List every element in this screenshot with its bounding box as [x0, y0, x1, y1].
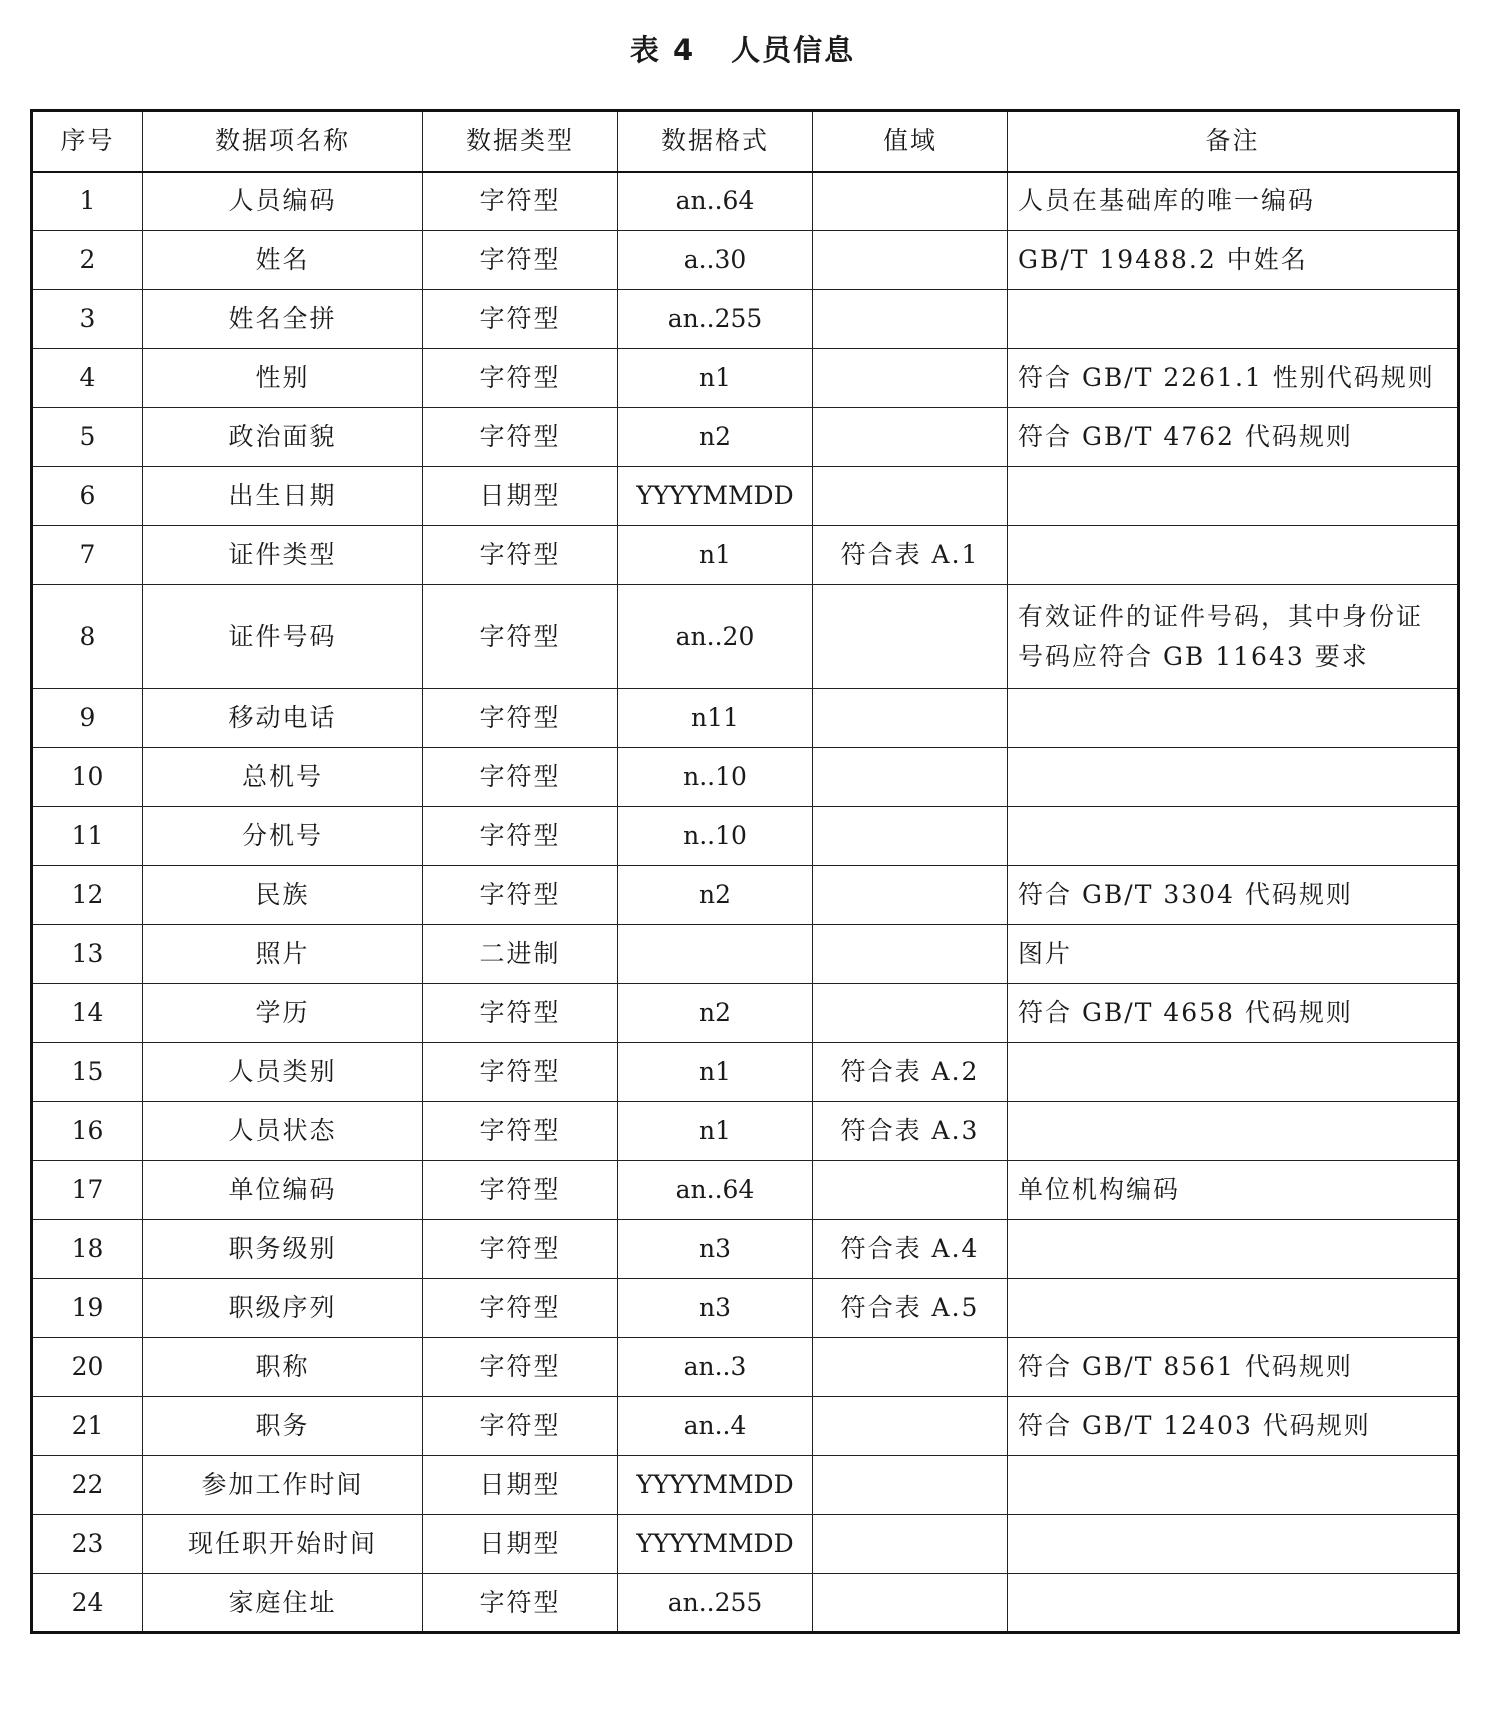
cell-data-type: 字符型 [423, 172, 618, 231]
cell-data-format: an..4 [618, 1397, 813, 1456]
cell-remarks [1008, 807, 1459, 866]
cell-value-domain [813, 984, 1008, 1043]
cell-remarks [1008, 1043, 1459, 1102]
cell-value-domain [813, 866, 1008, 925]
cell-seq: 12 [32, 866, 143, 925]
cell-item-name: 人员类别 [143, 1043, 423, 1102]
cell-value-domain [813, 1338, 1008, 1397]
cell-seq: 1 [32, 172, 143, 231]
cell-value-domain [813, 467, 1008, 526]
table-header [32, 111, 1459, 172]
cell-remarks: 图片 [1008, 925, 1459, 984]
table-caption-title: 人员信息 [731, 33, 856, 67]
table-row [32, 689, 1459, 748]
cell-item-name: 移动电话 [143, 689, 423, 748]
cell-remarks: GB/T 19488.2 中姓名 [1008, 231, 1459, 290]
cell-value-domain: 符合表 A.4 [813, 1220, 1008, 1279]
header-row [32, 111, 1459, 172]
table-row [32, 1456, 1459, 1515]
cell-item-name: 总机号 [143, 748, 423, 807]
cell-value-domain [813, 807, 1008, 866]
table-row [32, 1220, 1459, 1279]
cell-seq: 24 [32, 1574, 143, 1633]
cell-item-name: 证件号码 [143, 585, 423, 689]
cell-value-domain [813, 1456, 1008, 1515]
cell-remarks [1008, 290, 1459, 349]
cell-item-name: 单位编码 [143, 1161, 423, 1220]
table-row [32, 984, 1459, 1043]
table-row [32, 231, 1459, 290]
cell-value-domain: 符合表 A.2 [813, 1043, 1008, 1102]
cell-data-type: 字符型 [423, 807, 618, 866]
cell-item-name: 职级序列 [143, 1279, 423, 1338]
cell-item-name: 分机号 [143, 807, 423, 866]
table-row [32, 925, 1459, 984]
cell-data-type: 字符型 [423, 231, 618, 290]
cell-value-domain [813, 408, 1008, 467]
cell-item-name: 人员状态 [143, 1102, 423, 1161]
cell-data-type: 二进制 [423, 925, 618, 984]
cell-data-format [618, 925, 813, 984]
header-item-name: 数据项名称 [143, 111, 423, 172]
cell-remarks [1008, 1456, 1459, 1515]
table-row [32, 585, 1459, 689]
table-row [32, 467, 1459, 526]
cell-value-domain [813, 1397, 1008, 1456]
cell-item-name: 照片 [143, 925, 423, 984]
cell-data-type: 日期型 [423, 467, 618, 526]
cell-data-format: n1 [618, 526, 813, 585]
cell-remarks: 符合 GB/T 12403 代码规则 [1008, 1397, 1459, 1456]
table-caption-number: 表 4 [629, 33, 696, 67]
cell-remarks: 符合 GB/T 8561 代码规则 [1008, 1338, 1459, 1397]
cell-data-format: YYYYMMDD [618, 1515, 813, 1574]
cell-data-format: an..255 [618, 290, 813, 349]
cell-value-domain [813, 1161, 1008, 1220]
cell-data-format: n2 [618, 408, 813, 467]
cell-item-name: 性别 [143, 349, 423, 408]
cell-remarks [1008, 467, 1459, 526]
cell-data-format: n1 [618, 1043, 813, 1102]
cell-remarks [1008, 1102, 1459, 1161]
cell-item-name: 职务级别 [143, 1220, 423, 1279]
cell-data-format: n..10 [618, 807, 813, 866]
cell-data-format: n3 [618, 1279, 813, 1338]
cell-remarks [1008, 1574, 1459, 1633]
cell-data-format: an..3 [618, 1338, 813, 1397]
personnel-info-table [30, 109, 1460, 1634]
cell-data-format: YYYYMMDD [618, 467, 813, 526]
header-remarks: 备注 [1008, 111, 1459, 172]
cell-value-domain: 符合表 A.1 [813, 526, 1008, 585]
cell-data-type: 字符型 [423, 689, 618, 748]
cell-value-domain: 符合表 A.3 [813, 1102, 1008, 1161]
cell-item-name: 职务 [143, 1397, 423, 1456]
cell-value-domain [813, 349, 1008, 408]
table-row [32, 290, 1459, 349]
cell-remarks [1008, 1220, 1459, 1279]
cell-data-format: n..10 [618, 748, 813, 807]
table-row [32, 408, 1459, 467]
cell-seq: 7 [32, 526, 143, 585]
cell-data-type: 字符型 [423, 1279, 618, 1338]
cell-data-type: 字符型 [423, 866, 618, 925]
cell-remarks [1008, 689, 1459, 748]
table-row [32, 866, 1459, 925]
cell-data-type: 字符型 [423, 1220, 618, 1279]
cell-data-type: 字符型 [423, 1043, 618, 1102]
cell-seq: 21 [32, 1397, 143, 1456]
cell-seq: 4 [32, 349, 143, 408]
cell-remarks [1008, 1515, 1459, 1574]
cell-data-format: an..20 [618, 585, 813, 689]
cell-data-format: n2 [618, 984, 813, 1043]
cell-data-format: YYYYMMDD [618, 1456, 813, 1515]
cell-item-name: 民族 [143, 866, 423, 925]
cell-data-type: 字符型 [423, 1161, 618, 1220]
cell-remarks [1008, 1279, 1459, 1338]
cell-data-format: n11 [618, 689, 813, 748]
cell-remarks: 符合 GB/T 4658 代码规则 [1008, 984, 1459, 1043]
cell-seq: 16 [32, 1102, 143, 1161]
table-caption [0, 28, 1485, 69]
cell-seq: 18 [32, 1220, 143, 1279]
cell-seq: 23 [32, 1515, 143, 1574]
cell-data-format: an..64 [618, 1161, 813, 1220]
cell-item-name: 政治面貌 [143, 408, 423, 467]
cell-seq: 2 [32, 231, 143, 290]
cell-item-name: 职称 [143, 1338, 423, 1397]
cell-value-domain [813, 172, 1008, 231]
cell-remarks: 人员在基础库的唯一编码 [1008, 172, 1459, 231]
table-body [32, 172, 1459, 1633]
header-data-type: 数据类型 [423, 111, 618, 172]
cell-data-format: an..255 [618, 1574, 813, 1633]
cell-remarks: 有效证件的证件号码，其中身份证号码应符合 GB 11643 要求 [1008, 585, 1459, 689]
cell-data-format: an..64 [618, 172, 813, 231]
table-row [32, 807, 1459, 866]
table-row [32, 1574, 1459, 1633]
table-row [32, 1043, 1459, 1102]
cell-data-type: 字符型 [423, 290, 618, 349]
cell-item-name: 出生日期 [143, 467, 423, 526]
cell-value-domain [813, 231, 1008, 290]
cell-data-type: 字符型 [423, 984, 618, 1043]
cell-data-type: 字符型 [423, 526, 618, 585]
cell-value-domain [813, 585, 1008, 689]
cell-data-type: 字符型 [423, 1338, 618, 1397]
cell-seq: 15 [32, 1043, 143, 1102]
table-row [32, 1102, 1459, 1161]
cell-value-domain [813, 748, 1008, 807]
cell-seq: 17 [32, 1161, 143, 1220]
cell-data-format: n1 [618, 1102, 813, 1161]
cell-value-domain [813, 1515, 1008, 1574]
cell-seq: 13 [32, 925, 143, 984]
table-row [32, 349, 1459, 408]
cell-item-name: 学历 [143, 984, 423, 1043]
cell-remarks: 单位机构编码 [1008, 1161, 1459, 1220]
cell-remarks [1008, 526, 1459, 585]
cell-item-name: 家庭住址 [143, 1574, 423, 1633]
cell-value-domain: 符合表 A.5 [813, 1279, 1008, 1338]
header-data-format: 数据格式 [618, 111, 813, 172]
cell-value-domain [813, 925, 1008, 984]
cell-item-name: 人员编码 [143, 172, 423, 231]
cell-data-type: 字符型 [423, 349, 618, 408]
cell-seq: 3 [32, 290, 143, 349]
table-row [32, 1161, 1459, 1220]
cell-seq: 22 [32, 1456, 143, 1515]
table-row [32, 172, 1459, 231]
cell-data-type: 字符型 [423, 1574, 618, 1633]
cell-data-format: n1 [618, 349, 813, 408]
cell-item-name: 姓名全拼 [143, 290, 423, 349]
cell-seq: 20 [32, 1338, 143, 1397]
cell-data-type: 字符型 [423, 748, 618, 807]
cell-seq: 14 [32, 984, 143, 1043]
cell-data-type: 日期型 [423, 1515, 618, 1574]
header-seq: 序号 [32, 111, 143, 172]
cell-seq: 10 [32, 748, 143, 807]
table-row [32, 1515, 1459, 1574]
cell-seq: 8 [32, 585, 143, 689]
cell-data-format: n2 [618, 866, 813, 925]
cell-item-name: 证件类型 [143, 526, 423, 585]
cell-seq: 11 [32, 807, 143, 866]
cell-remarks: 符合 GB/T 3304 代码规则 [1008, 866, 1459, 925]
cell-seq: 19 [32, 1279, 143, 1338]
cell-value-domain [813, 290, 1008, 349]
cell-data-format: a..30 [618, 231, 813, 290]
table-row [32, 1279, 1459, 1338]
cell-value-domain [813, 1574, 1008, 1633]
cell-item-name: 参加工作时间 [143, 1456, 423, 1515]
cell-remarks: 符合 GB/T 4762 代码规则 [1008, 408, 1459, 467]
cell-data-type: 日期型 [423, 1456, 618, 1515]
cell-item-name: 姓名 [143, 231, 423, 290]
cell-data-format: n3 [618, 1220, 813, 1279]
cell-value-domain [813, 689, 1008, 748]
cell-seq: 9 [32, 689, 143, 748]
table-row [32, 748, 1459, 807]
cell-seq: 5 [32, 408, 143, 467]
table-row [32, 1397, 1459, 1456]
cell-data-type: 字符型 [423, 1102, 618, 1161]
cell-data-type: 字符型 [423, 408, 618, 467]
cell-data-type: 字符型 [423, 1397, 618, 1456]
table-row [32, 1338, 1459, 1397]
table-row [32, 526, 1459, 585]
header-value-domain: 值域 [813, 111, 1008, 172]
cell-remarks [1008, 748, 1459, 807]
cell-remarks: 符合 GB/T 2261.1 性别代码规则 [1008, 349, 1459, 408]
cell-item-name: 现任职开始时间 [143, 1515, 423, 1574]
cell-data-type: 字符型 [423, 585, 618, 689]
cell-seq: 6 [32, 467, 143, 526]
